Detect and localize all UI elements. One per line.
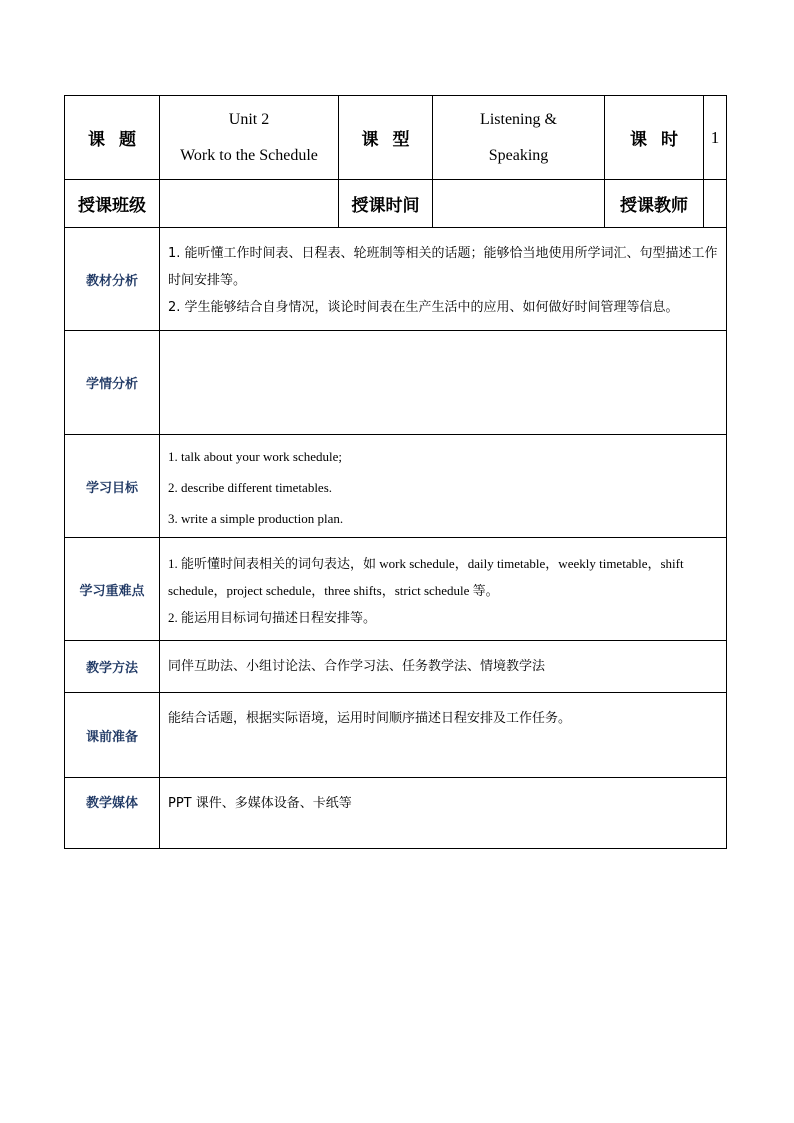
material-item-1: 1. 能听懂工作时间表、日程表、轮班制等相关的话题；能够恰当地使用所学词汇、句型描述工作时间安排等。 bbox=[168, 246, 718, 288]
teacher-label: 授课教师 bbox=[605, 180, 704, 228]
objective-item-3: 3. write a simple production plan. bbox=[168, 511, 344, 526]
media-label: 教学媒体 bbox=[65, 778, 160, 849]
learner-row bbox=[65, 331, 727, 435]
preparation-row bbox=[65, 693, 727, 778]
material-row bbox=[65, 228, 727, 331]
type-label: 课型 bbox=[339, 96, 433, 180]
hours-value: 1 bbox=[704, 96, 727, 180]
key-points-row bbox=[65, 538, 727, 641]
header-row-2 bbox=[65, 180, 727, 228]
class-value bbox=[160, 180, 339, 228]
objectives-content bbox=[160, 435, 727, 538]
material-content bbox=[160, 228, 727, 331]
hours-label: 课时 bbox=[605, 96, 704, 180]
objectives-row bbox=[65, 435, 727, 538]
learner-label: 学情分析 bbox=[65, 331, 160, 435]
key-point-item-2: 2. 能运用目标词句描述日程安排等。 bbox=[168, 610, 377, 625]
topic-line-1: Unit 2 bbox=[228, 110, 270, 128]
topic-value bbox=[160, 96, 339, 180]
preparation-content: 能结合话题，根据实际语境，运用时间顺序描述日程安排及工作任务。 bbox=[160, 693, 727, 778]
key-points-label: 学习重难点 bbox=[65, 538, 160, 641]
time-value bbox=[433, 180, 605, 228]
media-content: PPT 课件、多媒体设备、卡纸等 bbox=[160, 778, 727, 849]
objectives-label: 学习目标 bbox=[65, 435, 160, 538]
class-label: 授课班级 bbox=[65, 180, 160, 228]
type-line-1: Listening & bbox=[480, 110, 557, 128]
material-item-2: 2. 学生能够结合自身情况，谈论时间表在生产生活中的应用、如何做好时间管理等信息。 bbox=[168, 300, 679, 315]
methods-label: 教学方法 bbox=[65, 641, 160, 693]
methods-row bbox=[65, 641, 727, 693]
type-line-2: Speaking bbox=[488, 146, 549, 164]
header-row-1 bbox=[65, 96, 727, 180]
objective-item-1: 1. talk about your work schedule; bbox=[168, 449, 343, 464]
type-value bbox=[433, 96, 605, 180]
key-point-item-1: 1. 能听懂时间表相关的词句表达，如 work schedule，daily timetable，weekly timetable，shift schedule，project schedule，three shifts，strict schedule 等。 bbox=[168, 556, 684, 598]
learner-content bbox=[160, 331, 727, 435]
key-points-content bbox=[160, 538, 727, 641]
methods-content: 同伴互助法、小组讨论法、合作学习法、任务教学法、情境教学法 bbox=[160, 641, 727, 693]
teacher-value bbox=[704, 180, 727, 228]
time-label: 授课时间 bbox=[339, 180, 433, 228]
material-label: 教材分析 bbox=[65, 228, 160, 331]
objective-item-2: 2. describe different timetables. bbox=[168, 480, 333, 495]
media-row bbox=[65, 778, 727, 849]
topic-label: 课题 bbox=[65, 96, 160, 180]
preparation-label: 课前准备 bbox=[65, 693, 160, 778]
lesson-plan-table bbox=[64, 95, 727, 849]
topic-line-2: Work to the Schedule bbox=[180, 146, 318, 164]
